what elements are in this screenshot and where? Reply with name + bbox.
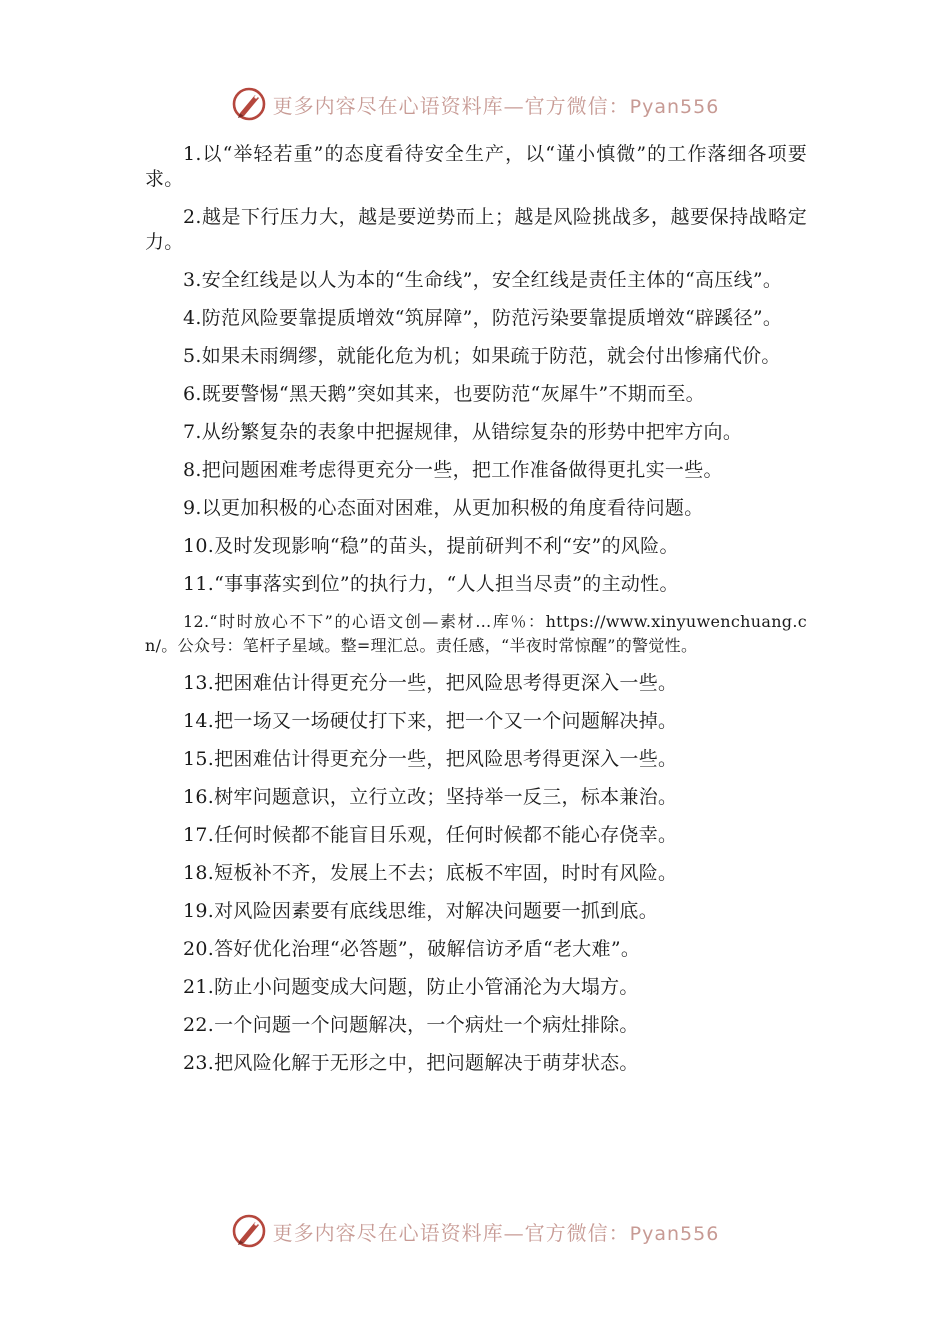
list-item: 4.防范风险要靠提质增效“筑屏障”，防范污染要靠提质增效“辟蹊径”。 — [183, 307, 783, 329]
pen-circle-logo-icon — [231, 86, 267, 122]
list-item: 16.树牢问题意识，立行立改；坚持举一反三，标本兼治。 — [183, 786, 678, 808]
list-item: 22.一个问题一个问题解决，一个病灶一个病灶排除。 — [183, 1014, 639, 1036]
quote-list — [145, 142, 807, 1089]
list-item: 14.把一场又一场硬仗打下来，把一个又一个问题解决掉。 — [183, 710, 678, 732]
footer-banner — [0, 1209, 950, 1253]
list-item: 2.越是下行压力大，越是要逆势而上；越是风险挑战多，越要保持战略定力。 — [145, 206, 807, 253]
list-item: 5.如果未雨绸缪，就能化危为机；如果疏于防范，就会付出惨痛代价。 — [183, 345, 781, 367]
list-item-with-source: 12.“时时放心不下”的心语文创—素材…库％：https://www.xinyuwenchuang.cn/。公众号：笔杆子星域。整=理汇总。责任感，“半夜时常惊醒”的警觉性。 — [145, 612, 807, 655]
pen-circle-logo-icon — [231, 1213, 267, 1249]
header-wechat-id: Pyan556 — [629, 95, 720, 118]
header-banner-main: 更多内容尽在心语资料库—官方微信： — [272, 93, 630, 118]
list-item: 1.以“举轻若重”的态度看待安全生产，以“谨小慎微”的工作落细各项要求。 — [145, 143, 807, 190]
list-item: 17.任何时候都不能盲目乐观，任何时候都不能心存侥幸。 — [183, 824, 678, 846]
list-item: 6.既要警惕“黑天鹅”突如其来，也要防范“灰犀牛”不期而至。 — [183, 383, 705, 405]
list-item: 21.防止小问题变成大问题，防止小管涌沦为大塌方。 — [183, 976, 639, 998]
list-item: 18.短板补不齐，发展上不去；底板不牢固，时时有风险。 — [183, 862, 678, 884]
list-item: 13.把困难估计得更充分一些，把风险思考得更深入一些。 — [183, 672, 678, 694]
list-item: 10.及时发现影响“稳”的苗头，提前研判不利“安”的风险。 — [183, 535, 679, 557]
list-item: 7.从纷繁复杂的表象中把握规律，从错综复杂的形势中把牢方向。 — [183, 421, 743, 443]
list-item: 23.把风险化解于无形之中，把问题解决于萌芽状态。 — [183, 1052, 639, 1074]
header-banner — [0, 82, 950, 126]
footer-wechat-id: Pyan556 — [629, 1222, 720, 1245]
list-item: 20.答好优化治理“必答题”，破解信访矛盾“老大难”。 — [183, 938, 641, 960]
list-item: 9.以更加积极的心态面对困难，从更加积极的角度看待问题。 — [183, 497, 704, 519]
list-item: 3.安全红线是以人为本的“生命线”，安全红线是责任主体的“高压线”。 — [183, 269, 783, 291]
footer-banner-text — [273, 1217, 720, 1246]
list-item: 8.把问题困难考虑得更充分一些，把工作准备做得更扎实一些。 — [183, 459, 723, 481]
list-item: 19.对风险因素要有底线思维，对解决问题要一抓到底。 — [183, 900, 659, 922]
list-item: 15.把困难估计得更充分一些，把风险思考得更深入一些。 — [183, 748, 678, 770]
list-item: 11.“事事落实到位”的执行力，“人人担当尽责”的主动性。 — [183, 573, 679, 595]
footer-banner-main: 更多内容尽在心语资料库—官方微信： — [272, 1220, 630, 1245]
header-banner-text — [273, 90, 720, 119]
